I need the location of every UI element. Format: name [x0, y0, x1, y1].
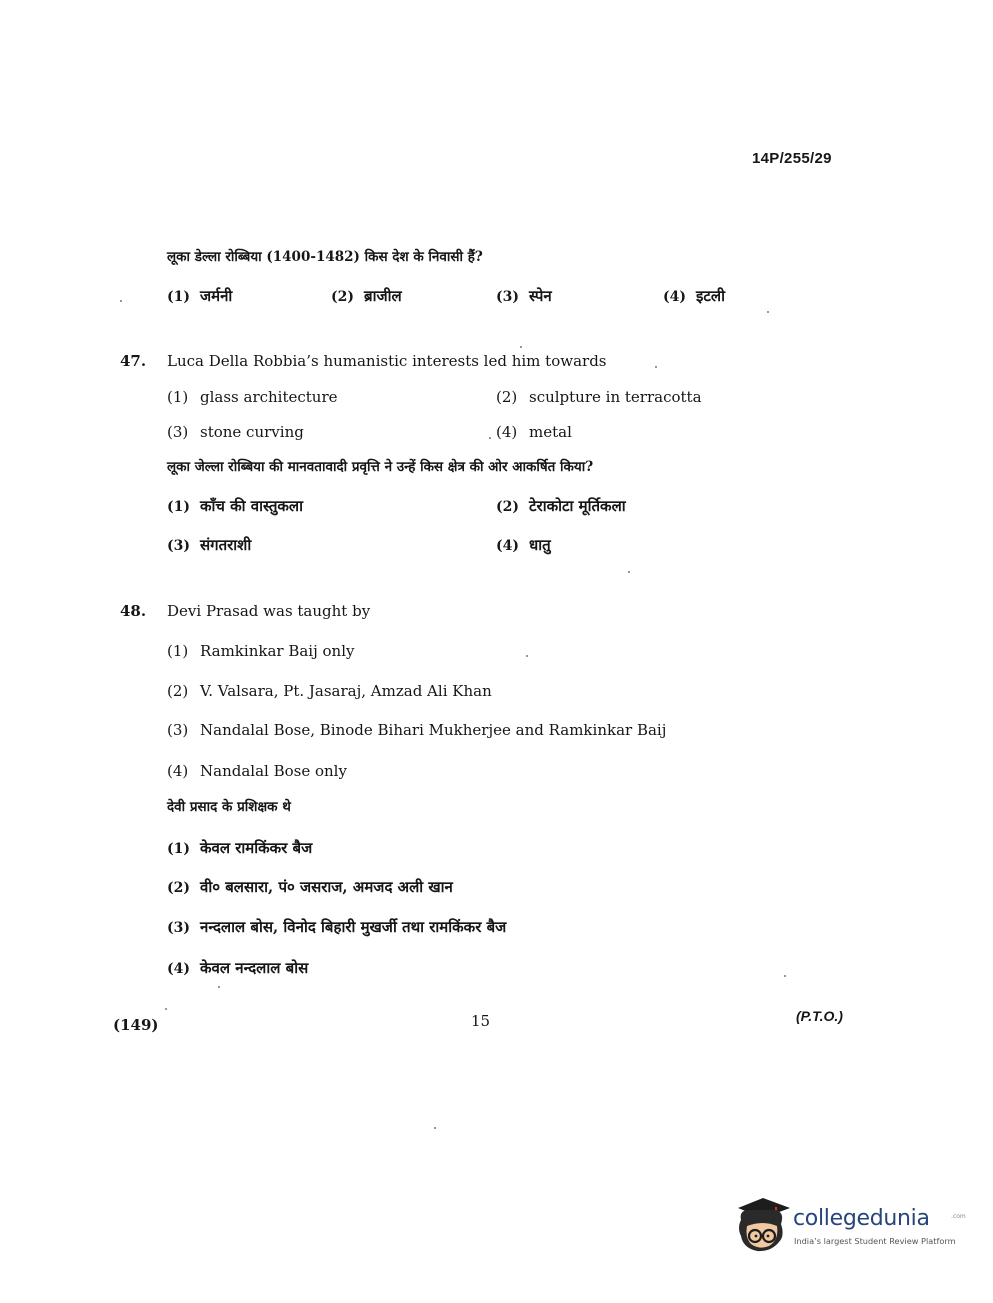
option-number: (4): [663, 289, 686, 305]
brand-name: collegedunia: [793, 1206, 930, 1231]
q48-hindi-question: देवी प्रसाद के प्रशिक्षक थे: [167, 799, 291, 815]
brand-suffix: .com: [951, 1213, 966, 1220]
q48-hindi-option-2: [167, 877, 453, 897]
scan-speck: [165, 1008, 167, 1010]
q47-hindi-option-2: [496, 496, 626, 516]
q47-option-1: [167, 388, 338, 406]
scan-speck: [784, 975, 786, 977]
option-number: (1): [167, 499, 190, 515]
option-number: (3): [496, 289, 519, 305]
q48-option-2: [167, 682, 492, 700]
q47-hindi-option-4: [496, 535, 551, 555]
q48-hindi-option-1: [167, 838, 312, 858]
option-number: (1): [167, 388, 189, 406]
q46-hindi-option-4: [663, 286, 725, 306]
scan-speck: [434, 1127, 436, 1129]
scan-speck: [628, 571, 630, 573]
q46-hindi-question: लूका डेल्ला रोब्बिया (1400-1482) किस देश के निवासी हैं?: [167, 249, 483, 265]
option-number: (1): [167, 642, 189, 660]
q47-number: 47.: [120, 352, 147, 370]
pto-label: (P.T.O.): [796, 1008, 843, 1024]
option-number: (4): [496, 538, 519, 554]
q46-hindi-option-3: [496, 286, 552, 306]
q48-option-3: [167, 721, 666, 739]
page-code: 14P/255/29: [752, 150, 832, 167]
q47-hindi-option-3: [167, 535, 251, 555]
option-text: केवल नन्दलाल बोस: [200, 959, 309, 977]
page-number: 15: [471, 1012, 491, 1030]
option-text: धातु: [529, 536, 551, 554]
scan-speck: [655, 366, 657, 368]
option-number: (3): [167, 721, 189, 739]
option-number: (3): [167, 920, 190, 936]
option-number: (4): [496, 423, 518, 441]
q48-hindi-option-4: [167, 958, 308, 978]
option-text: संगतराशी: [200, 536, 252, 554]
option-text: जर्मनी: [200, 287, 233, 305]
option-text: वी० बलसारा, पं० जसराज, अमजद अली खान: [200, 878, 453, 896]
q48-number: 48.: [120, 602, 147, 620]
q48-question: Devi Prasad was taught by: [167, 602, 371, 620]
option-text: sculpture in terracotta: [529, 388, 702, 406]
option-number: (2): [496, 499, 519, 515]
option-text: metal: [529, 423, 572, 441]
option-text: स्पेन: [529, 287, 552, 305]
option-text: ब्राजील: [364, 287, 402, 305]
q46-hindi-option-1: [167, 286, 232, 306]
q47-question: Luca Della Robbia’s humanistic interests led him towards: [167, 352, 607, 370]
option-text: Ramkinkar Baij only: [200, 642, 355, 660]
option-text: नन्दलाल बोस, विनोद बिहारी मुखर्जी तथा रामकिंकर बैज: [200, 918, 507, 936]
q47-option-2: [496, 388, 702, 406]
scan-speck: [120, 300, 122, 302]
q47-hindi-question: लूका जेल्ला रोब्बिया की मानवतावादी प्रवृत्ति ने उन्हें किस क्षेत्र की ओर आकर्षित किया?: [167, 459, 594, 475]
option-text: glass architecture: [200, 388, 338, 406]
q47-option-3: [167, 423, 304, 441]
scan-speck: [218, 986, 220, 988]
option-text: Nandalal Bose only: [200, 762, 347, 780]
option-number: (2): [496, 388, 518, 406]
scan-speck: [520, 346, 522, 348]
option-text: टेराकोटा मूर्तिकला: [529, 497, 626, 515]
option-number: (3): [167, 538, 190, 554]
graduate-mascot-icon: [735, 1196, 791, 1258]
option-text: Nandalal Bose, Binode Bihari Mukherjee and Ramkinkar Baij: [200, 721, 667, 739]
scan-speck: [767, 311, 769, 313]
option-text: केवल रामकिंकर बैज: [200, 839, 313, 857]
option-number: (4): [167, 762, 189, 780]
q47-option-4: [496, 423, 572, 441]
option-text: V. Valsara, Pt. Jasaraj, Amzad Ali Khan: [200, 682, 492, 700]
brand-tagline: India’s largest Student Review Platform: [794, 1236, 956, 1246]
option-text: इटली: [696, 287, 725, 305]
footer-left-code: (149): [113, 1016, 159, 1034]
q48-option-1: [167, 642, 354, 660]
collegedunia-brand[interactable]: [735, 1196, 966, 1261]
option-text: काँच की वास्तुकला: [200, 497, 303, 515]
option-number: (1): [167, 841, 190, 857]
q46-hindi-option-2: [331, 286, 402, 306]
q48-option-4: [167, 762, 347, 780]
scan-speck: [489, 437, 491, 439]
option-number: (2): [167, 880, 190, 896]
q47-hindi-option-1: [167, 496, 303, 516]
option-text: stone curving: [200, 423, 304, 441]
option-number: (4): [167, 961, 190, 977]
option-number: (3): [167, 423, 189, 441]
option-number: (2): [331, 289, 354, 305]
option-number: (2): [167, 682, 189, 700]
option-number: (1): [167, 289, 190, 305]
q48-hindi-option-3: [167, 917, 506, 937]
scan-speck: [526, 655, 528, 657]
